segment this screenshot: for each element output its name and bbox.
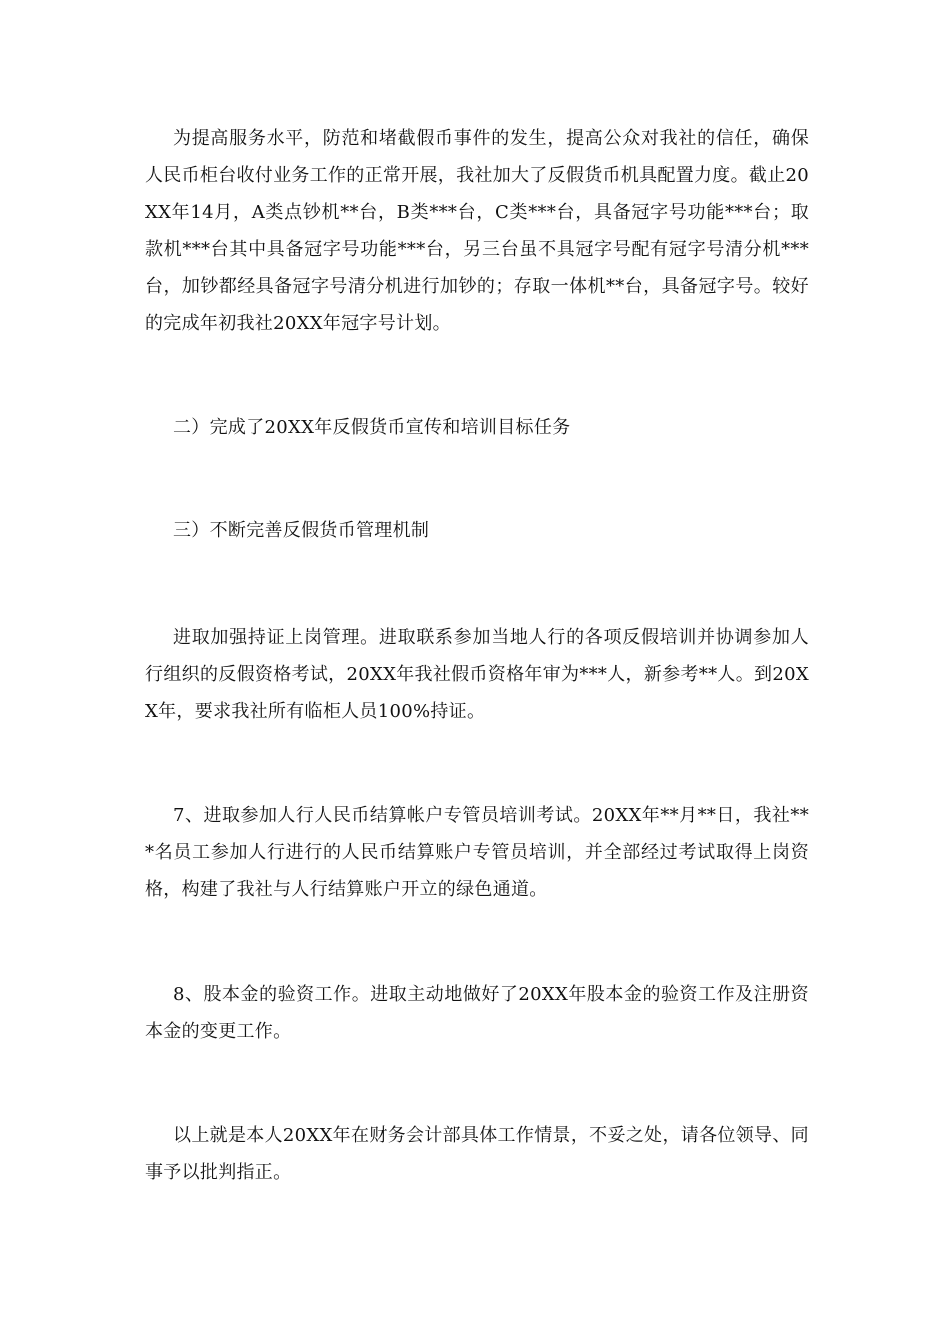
paragraph-account-training: 7、进取参加人行人民币结算帐户专管员培训考试。20XX年**月**日，我社***名员工参加人行进行的人民币结算账户专管员培训，并全部经过考试取得上岗资格，构建了我社与人行结算账户开立的绿色通道。 [145,805,809,900]
paragraph-closing: 以上就是本人20XX年在财务会计部具体工作情景，不妥之处，请各位领导、同事予以批判指正。 [145,1125,809,1183]
paragraph-capital-verification: 8、股本金的验资工作。进取主动地做好了20XX年股本金的验资工作及注册资本金的变更工作。 [145,984,809,1042]
paragraph-certification: 进取加强持证上岗管理。进取联系参加当地人行的各项反假培训并协调参加人行组织的反假资格考试，20XX年我社假币资格年审为***人，新参考**人。到20XX年，要求我社所有临柜人员100%持证。 [145,627,809,722]
paragraph-counterfeit-equipment: 为提高服务水平，防范和堵截假币事件的发生，提高公众对我社的信任，确保人民币柜台收付业务工作的正常开展，我社加大了反假货币机具配置力度。截止20XX年14月，A类点钞机**台，B类***台，C类***台，具备冠字号功能***台；取款机***台其中具备冠字号功能***台，另三台虽不具冠字号配有冠字号清分机***台，加钞都经具备冠字号清分机进行加钞的；存取一体机**台，具备冠字号。较好的完成年初我社20XX年冠字号计划。 [145,128,810,334]
heading-training-targets: 二）完成了20XX年反假货币宣传和培训目标任务 [173,417,571,438]
heading-management-mechanism: 三）不断完善反假货币管理机制 [173,520,430,541]
